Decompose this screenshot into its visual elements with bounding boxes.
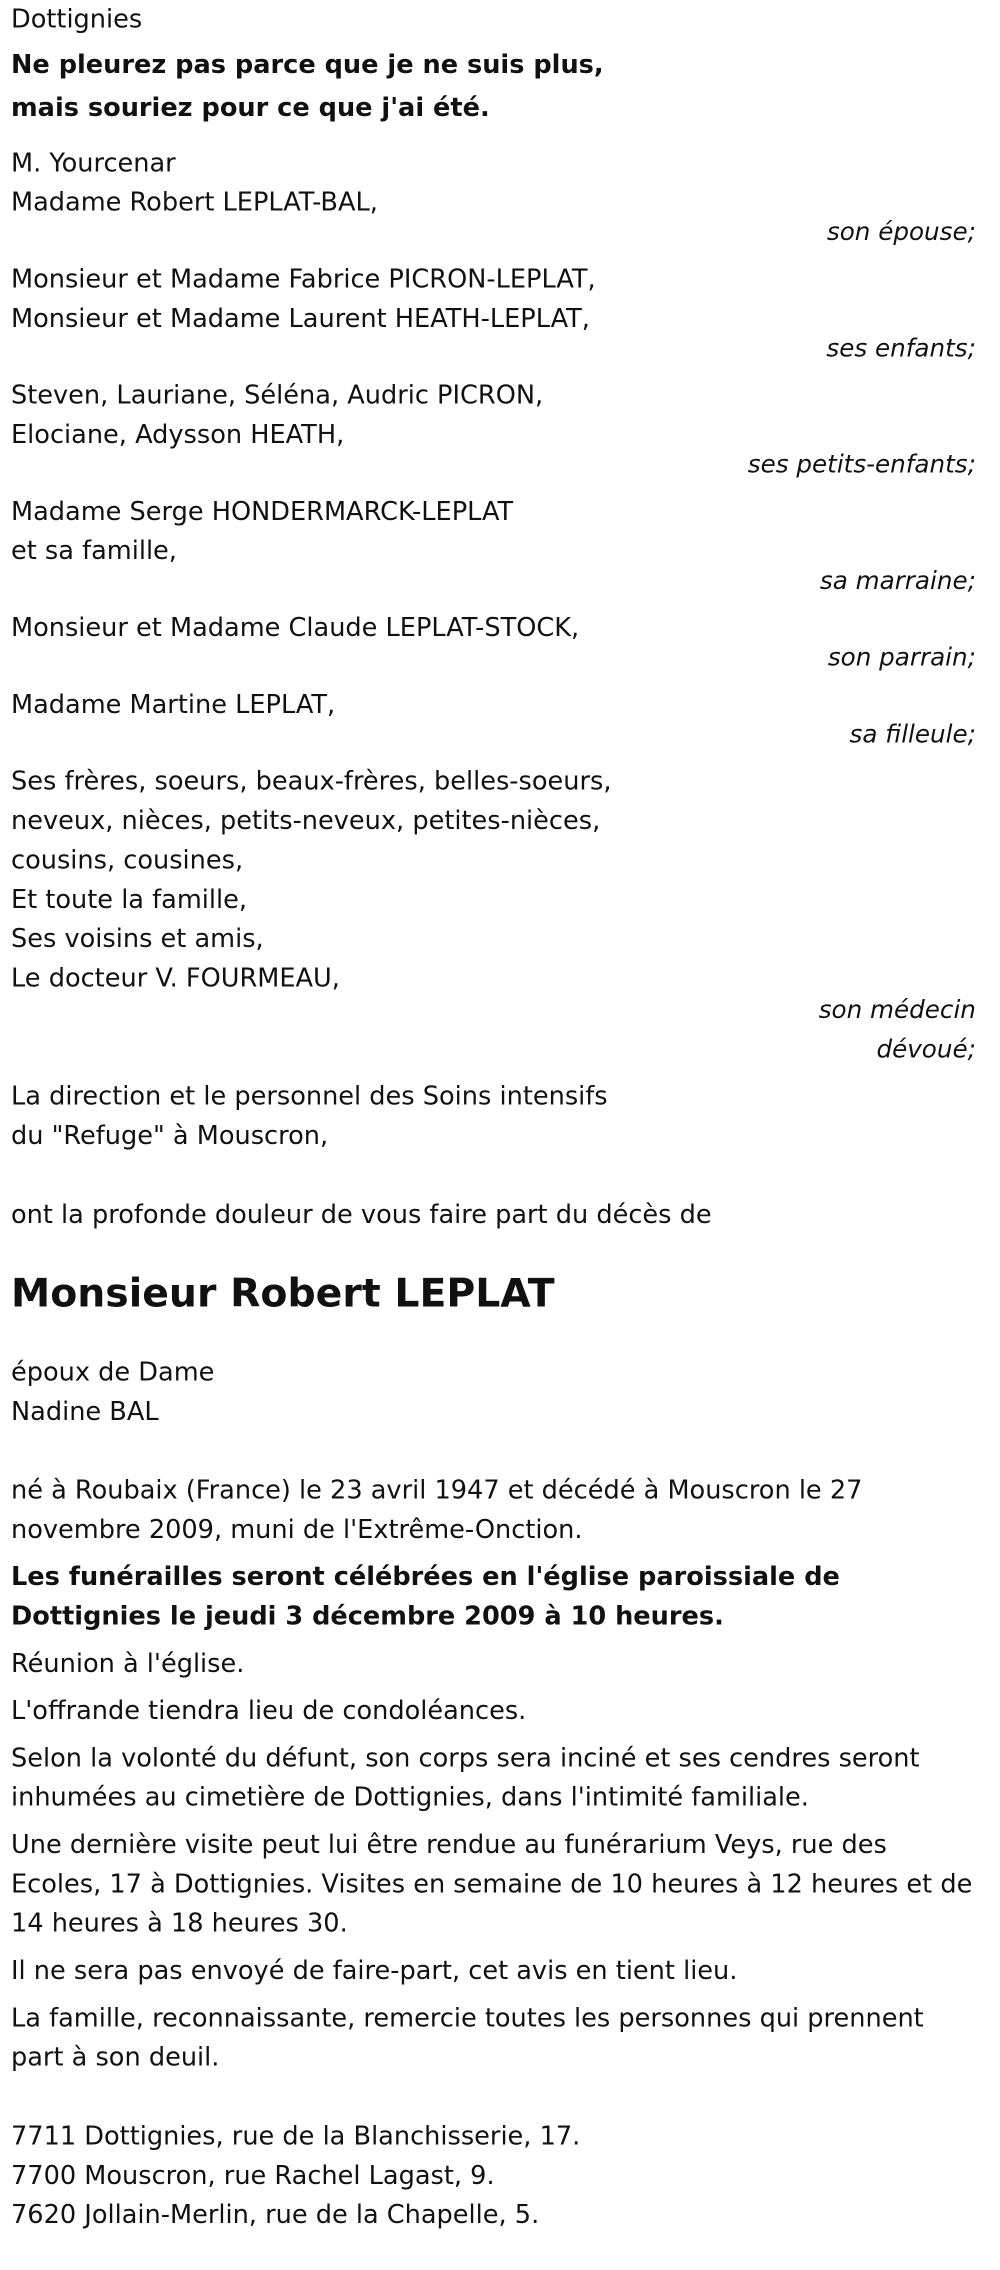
family-block xyxy=(11,1077,976,1156)
family-role: son parrain; xyxy=(827,642,976,672)
family-line: neveux, nièces, petits-neveux, petites-nièces, xyxy=(11,806,601,836)
family-line: La direction et le personnel des Soins intensifs xyxy=(11,1082,608,1112)
family-role: sa marraine; xyxy=(819,566,976,595)
family-line: Madame Serge HONDERMARCK-LEPLAT xyxy=(11,497,514,527)
family-line: Elociane, Adysson HEATH, xyxy=(11,420,345,450)
deceased-name: Monsieur Robert LEPLAT xyxy=(11,1271,555,1317)
family-role: dévoué; xyxy=(876,1034,976,1064)
family-role: ses enfants; xyxy=(826,333,976,363)
family-block xyxy=(11,685,976,754)
address: 7711 Dottignies, rue de la Blanchisserie, 17. xyxy=(11,2121,581,2152)
family-block xyxy=(11,260,976,368)
family-line: Monsieur et Madame Claude LEPLAT-STOCK, xyxy=(11,613,580,643)
family-block xyxy=(11,183,976,252)
family-role: son médecin xyxy=(818,995,976,1024)
family-line: Ses frères, soeurs, beaux-frères, belles-soeurs, xyxy=(11,766,612,797)
spouse-line-2: Nadine BAL xyxy=(11,1397,159,1427)
quote-line-1: Ne pleurez pas parce que je ne suis plus, xyxy=(11,50,604,80)
family-role: sa filleule; xyxy=(849,719,976,749)
paragraph: L'offrande tiendra lieu de condoléances. xyxy=(11,1696,527,1726)
family-line: Monsieur et Madame Laurent HEATH-LEPLAT, xyxy=(11,304,590,334)
birth-death: né à Roubaix (France) le 23 avril 1947 et décédé à Mouscron le 27 novembre 2009, muni de l'Extrême-Onction. xyxy=(11,1475,863,1545)
address: 7620 Jollain-Merlin, rue de la Chapelle, 5. xyxy=(11,2200,540,2231)
paragraph: Selon la volonté du défunt, son corps sera inciné et ses cendres seront inhumées au cimetière de Dottignies, dans l'intimité familiale. xyxy=(11,1743,920,1813)
town: Dottignies xyxy=(11,4,143,35)
paragraph: Une dernière visite peut lui être rendue au funérarium Veys, rue des Ecoles, 17 à Dottignies. Visites en semaine de 10 heures à 12 heures et de 14 heures à 18 heures 30. xyxy=(11,1830,973,1939)
family-line: Monsieur et Madame Fabrice PICRON-LEPLAT, xyxy=(11,264,596,295)
family-line: cousins, cousines, xyxy=(11,845,244,876)
family-line: Le docteur V. FOURMEAU, xyxy=(11,963,340,994)
paragraph: Il ne sera pas envoyé de faire-part, cet avis en tient lieu. xyxy=(11,1956,738,1986)
family-line: Ses voisins et amis, xyxy=(11,924,264,955)
funeral-details: Les funérailles seront célébrées en l'église paroissiale de Dottignies le jeudi 3 décembre 2009 à 10 heures. xyxy=(11,1562,840,1632)
family-block xyxy=(11,608,976,677)
obituary-content xyxy=(11,0,976,2235)
family-line: et sa famille, xyxy=(11,536,177,567)
family-line: Madame Martine LEPLAT, xyxy=(11,690,336,720)
family-block xyxy=(11,762,976,1069)
family-role: son épouse; xyxy=(826,217,976,247)
spouse-line-1: époux de Dame xyxy=(11,1357,215,1388)
family-line: du "Refuge" à Mouscron, xyxy=(11,1121,329,1151)
family-role: ses petits-enfants; xyxy=(747,449,976,479)
quote-author: M. Yourcenar xyxy=(11,148,176,179)
family-line: Madame Robert LEPLAT-BAL, xyxy=(11,188,378,218)
family-block xyxy=(11,492,976,600)
obituary-page xyxy=(11,0,989,2270)
family-block xyxy=(11,376,976,484)
quote-line-2: mais souriez pour ce que j'ai été. xyxy=(11,93,490,124)
address: 7700 Mouscron, rue Rachel Lagast, 9. xyxy=(11,2161,495,2191)
family-line: Et toute la famille, xyxy=(11,885,247,915)
family-line: Steven, Lauriane, Séléna, Audric PICRON, xyxy=(11,381,544,411)
announcement: ont la profonde douleur de vous faire part du décès de xyxy=(11,1200,712,1230)
paragraph: Réunion à l'église. xyxy=(11,1649,245,1679)
paragraph: La famille, reconnaissante, remercie toutes les personnes qui prennent part à son deuil. xyxy=(11,2003,924,2073)
